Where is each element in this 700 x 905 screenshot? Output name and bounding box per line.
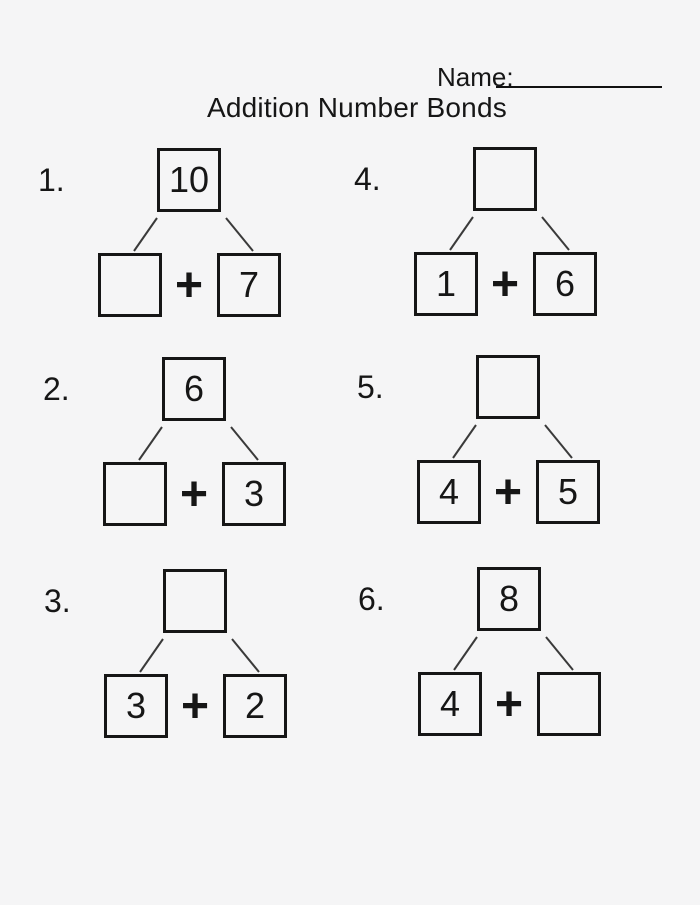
bond-whole-box: 6 [162, 357, 226, 421]
bond-whole-box[interactable] [473, 147, 537, 211]
bond-connector-right [231, 427, 258, 460]
plus-operator: + [490, 257, 520, 311]
bond-problem-3 [36, 561, 326, 751]
bond-right-addend-box: 3 [222, 462, 286, 526]
bond-left-addend-box: 4 [418, 672, 482, 736]
plus-operator: + [180, 679, 210, 733]
bond-whole-box[interactable] [163, 569, 227, 633]
bond-problem-1 [30, 140, 320, 330]
bond-right-addend-box: 5 [536, 460, 600, 524]
bond-left-addend-box[interactable] [98, 253, 162, 317]
problem-number: 2. [43, 371, 70, 407]
bond-connector-left [453, 425, 476, 458]
bond-right-addend-box: 6 [533, 252, 597, 316]
bond-connector-right [232, 639, 259, 672]
bond-problem-5 [349, 347, 639, 537]
bond-whole-box[interactable] [476, 355, 540, 419]
bond-problem-6 [350, 559, 640, 749]
bond-connector-right [542, 217, 569, 250]
plus-operator: + [494, 677, 524, 731]
bond-connector-left [139, 427, 162, 460]
plus-operator: + [179, 467, 209, 521]
problem-number: 6. [358, 581, 385, 617]
bond-right-addend-box[interactable] [537, 672, 601, 736]
problem-number: 1. [38, 162, 65, 198]
bond-connector-left [134, 218, 157, 251]
bond-connector-right [545, 425, 572, 458]
problem-number: 3. [44, 583, 71, 619]
bond-problem-4 [346, 139, 636, 329]
page-title: Addition Number Bonds [207, 92, 507, 123]
bond-right-addend-box: 7 [217, 253, 281, 317]
problem-number: 5. [357, 369, 384, 405]
bond-left-addend-box: 4 [417, 460, 481, 524]
name-label: Name: [437, 62, 514, 92]
bond-connector-left [140, 639, 163, 672]
bond-connector-left [450, 217, 473, 250]
bond-connector-left [454, 637, 477, 670]
bond-left-addend-box: 3 [104, 674, 168, 738]
plus-operator: + [174, 258, 204, 312]
problem-number: 4. [354, 161, 381, 197]
bond-connector-right [546, 637, 573, 670]
bond-problem-2 [35, 349, 325, 539]
bond-right-addend-box: 2 [223, 674, 287, 738]
plus-operator: + [493, 465, 523, 519]
bond-whole-box: 10 [157, 148, 221, 212]
bond-left-addend-box: 1 [414, 252, 478, 316]
name-input-line[interactable] [496, 54, 662, 88]
bond-connector-right [226, 218, 253, 251]
bond-whole-box: 8 [477, 567, 541, 631]
bond-left-addend-box[interactable] [103, 462, 167, 526]
